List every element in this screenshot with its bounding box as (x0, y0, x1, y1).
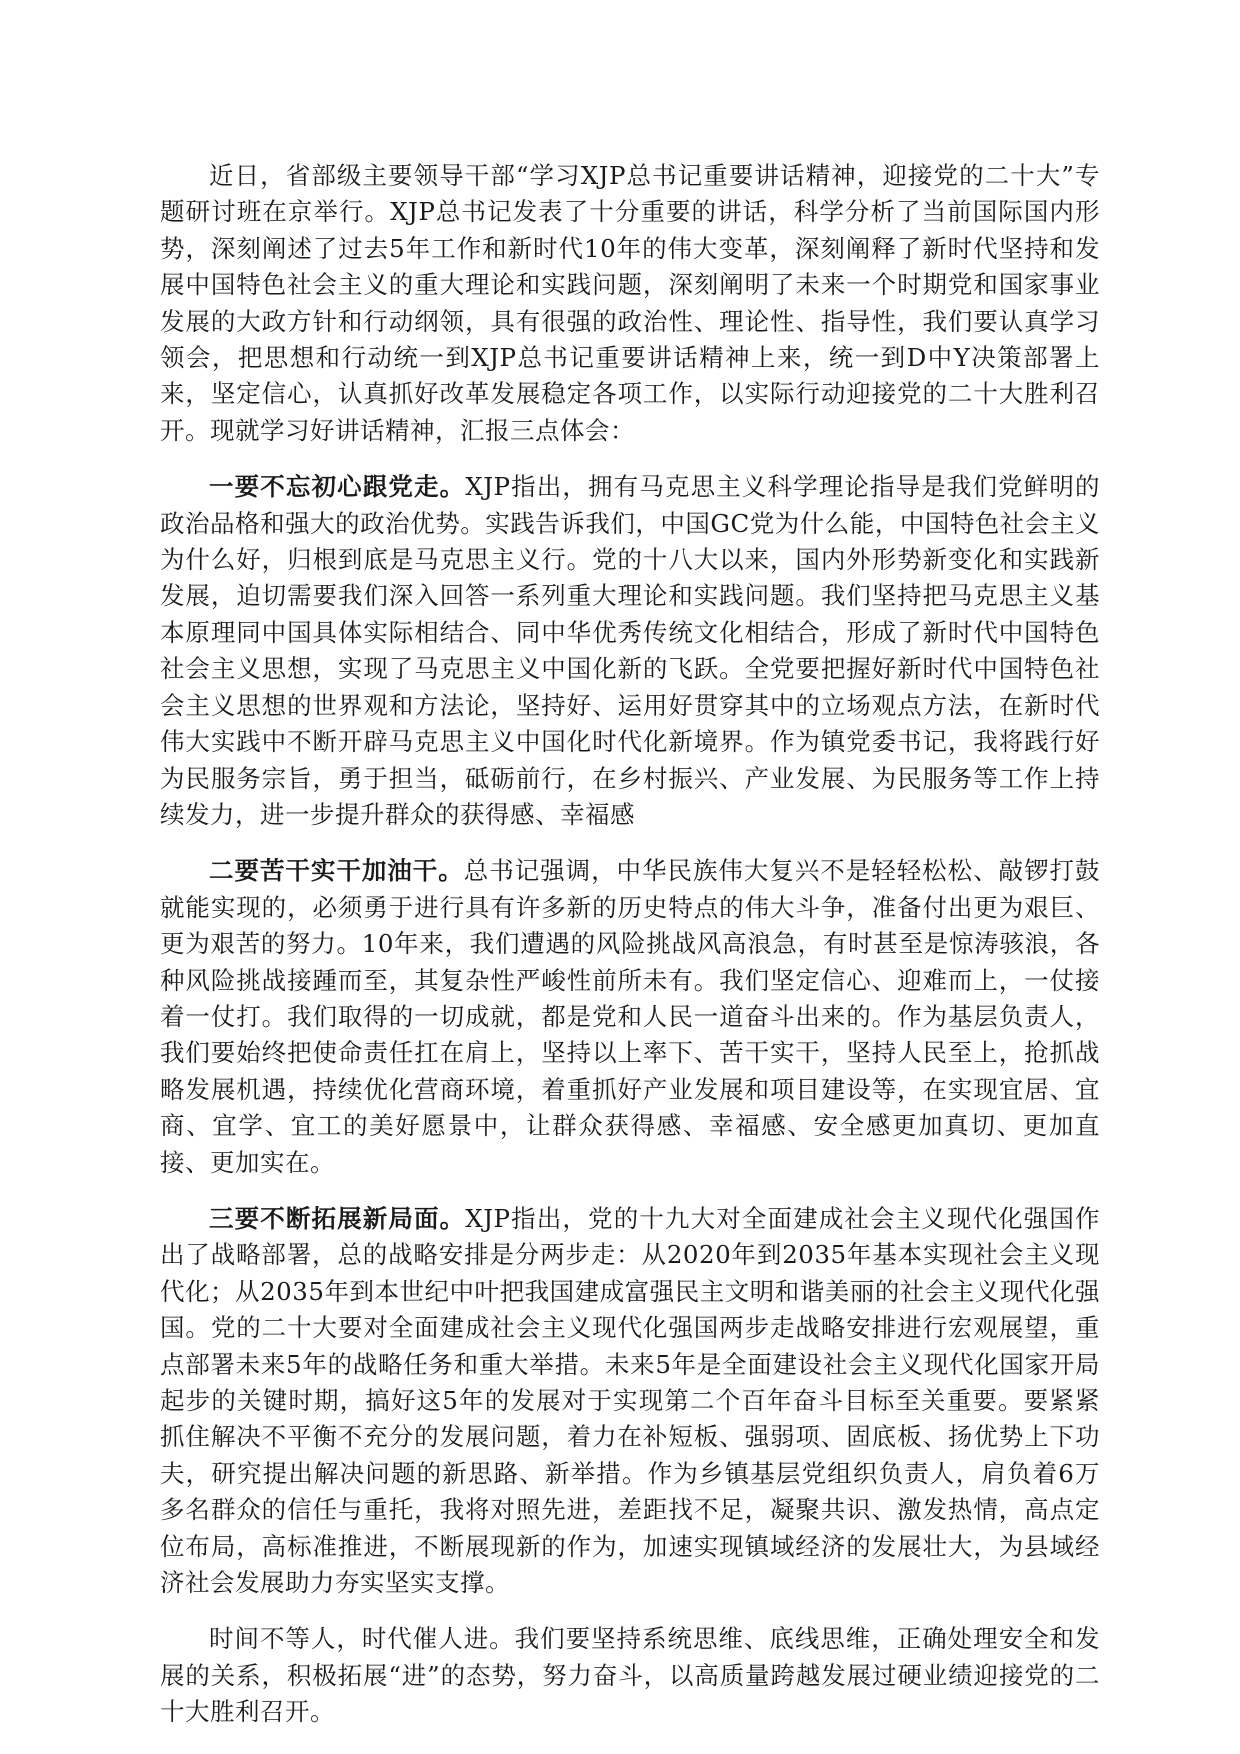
paragraph-text: 近日，省部级主要领导干部“学习XJP总书记重要讲话精神，迎接党的二十大”专题研讨班在京举行。XJP总书记发表了十分重要的讲话，科学分析了当前国际国内形势，深刻阐述了过去5年工作和新时代10年的伟大变革，深刻阐释了新时代坚持和发展中国特色社会主义的重大理论和实践问题，深刻阐明了未来一个时期党和国家事业发展的大政方针和行动纲领，具有很强的政治性、理论性、指导性，我们要认真学习领会，把思想和行动统一到XJP总书记重要讲话精神上来，统一到D中Y决策部署上来，坚定信心，认真抓好改革发展稳定各项工作，以实际行动迎接党的二十大胜利召开。现就学习好讲话精神，汇报三点体会： (160, 161, 1100, 445)
paragraph-text: 时间不等人，时代催人进。我们要坚持系统思维、底线思维，正确处理安全和发展的关系，积极拓展“进”的态势，努力奋斗，以高质量跨越发展过硬业绩迎接党的二十大胜利召开。 (160, 1624, 1100, 1727)
paragraph-text: XJP指出，党的十九大对全面建成社会主义现代化强国作出了战略部署，总的战略安排是分两步走：从2020年到2035年基本实现社会主义现代化；从2035年到本世纪中叶把我国建成富强民主文明和谐美丽的社会主义现代化强国。党的二十大要对全面建成社会主义现代化强国两步走战略安排进行宏观展望，重点部署未来5年的战略任务和重大举措。未来5年是全面建设社会主义现代化国家开局起步的关键时期，搞好这5年的发展对于实现第二个百年奋斗目标至关重要。要紧紧抓住解决不平衡不充分的发展问题，着力在补短板、强弱项、固底板、扬优势上下功夫，研究提出解决问题的新思路、新举措。作为乡镇基层党组织负责人，肩负着6万多名群众的信任与重托，我将对照先进，差距找不足，凝聚共识、激发热情，高点定位布局，高标准推进，不断展现新的作为，加速实现镇域经济的发展壮大，为县域经济社会发展助力夯实坚实支撑。 (160, 1203, 1101, 1598)
intro-paragraph (160, 158, 1100, 449)
point-three-heading: 三要不断拓展新局面。 (209, 1203, 466, 1233)
paragraph-text: XJP指出，拥有马克思主义科学理论指导是我们党鲜明的政治品格和强大的政治优势。实践告诉我们，中国GC党为什么能，中国特色社会主义为什么好，归根到底是马克思主义行。党的十八大以来，国内外形势新变化和实践新发展，迫切需要我们深入回答一系列重大理论和实践问题。我们坚持把马克思主义基本原理同中国具体实际相结合、同中华优秀传统文化相结合，形成了新时代中国特色社会主义思想，实现了马克思主义中国化新的飞跃。全党要把握好新时代中国特色社会主义思想的世界观和方法论，坚持好、运用好贯穿其中的立场观点方法，在新时代伟大实践中不断开辟马克思主义中国化时代化新境界。作为镇党委书记，我将践行好为民服务宗旨，勇于担当，砥砺前行，在乡村振兴、产业发展、为民服务等工作上持续发力，进一步提升群众的获得感、幸福感 (160, 472, 1101, 829)
point-one-paragraph (160, 469, 1100, 833)
point-two-heading: 二要苦干实干加油干。 (209, 856, 464, 886)
document-page (160, 158, 1100, 1751)
closing-paragraph (160, 1621, 1100, 1730)
point-one-heading: 一要不忘初心跟党走。 (209, 472, 466, 502)
point-three-paragraph (160, 1201, 1100, 1601)
point-two-paragraph (160, 853, 1100, 1181)
paragraph-text: 总书记强调，中华民族伟大复兴不是轻轻松松、敲锣打鼓就能实现的，必须勇于进行具有许多新的历史特点的伟大斗争，准备付出更为艰巨、更为艰苦的努力。10年来，我们遭遇的风险挑战风高浪急，有时甚至是惊涛骇浪，各种风险挑战接踵而至，其复杂性严峻性前所未有。我们坚定信心、迎难而上，一仗接着一仗打。我们取得的一切成就，都是党和人民一道奋斗出来的。作为基层负责人，我们要始终把使命责任扛在肩上，坚持以上率下、苦干实干，坚持人民至上，抢抓战略发展机遇，持续优化营商环境，着重抓好产业发展和项目建设等，在实现宜居、宜商、宜学、宜工的美好愿景中，让群众获得感、幸福感、安全感更加真切、更加直接、更加实在。 (160, 856, 1101, 1177)
